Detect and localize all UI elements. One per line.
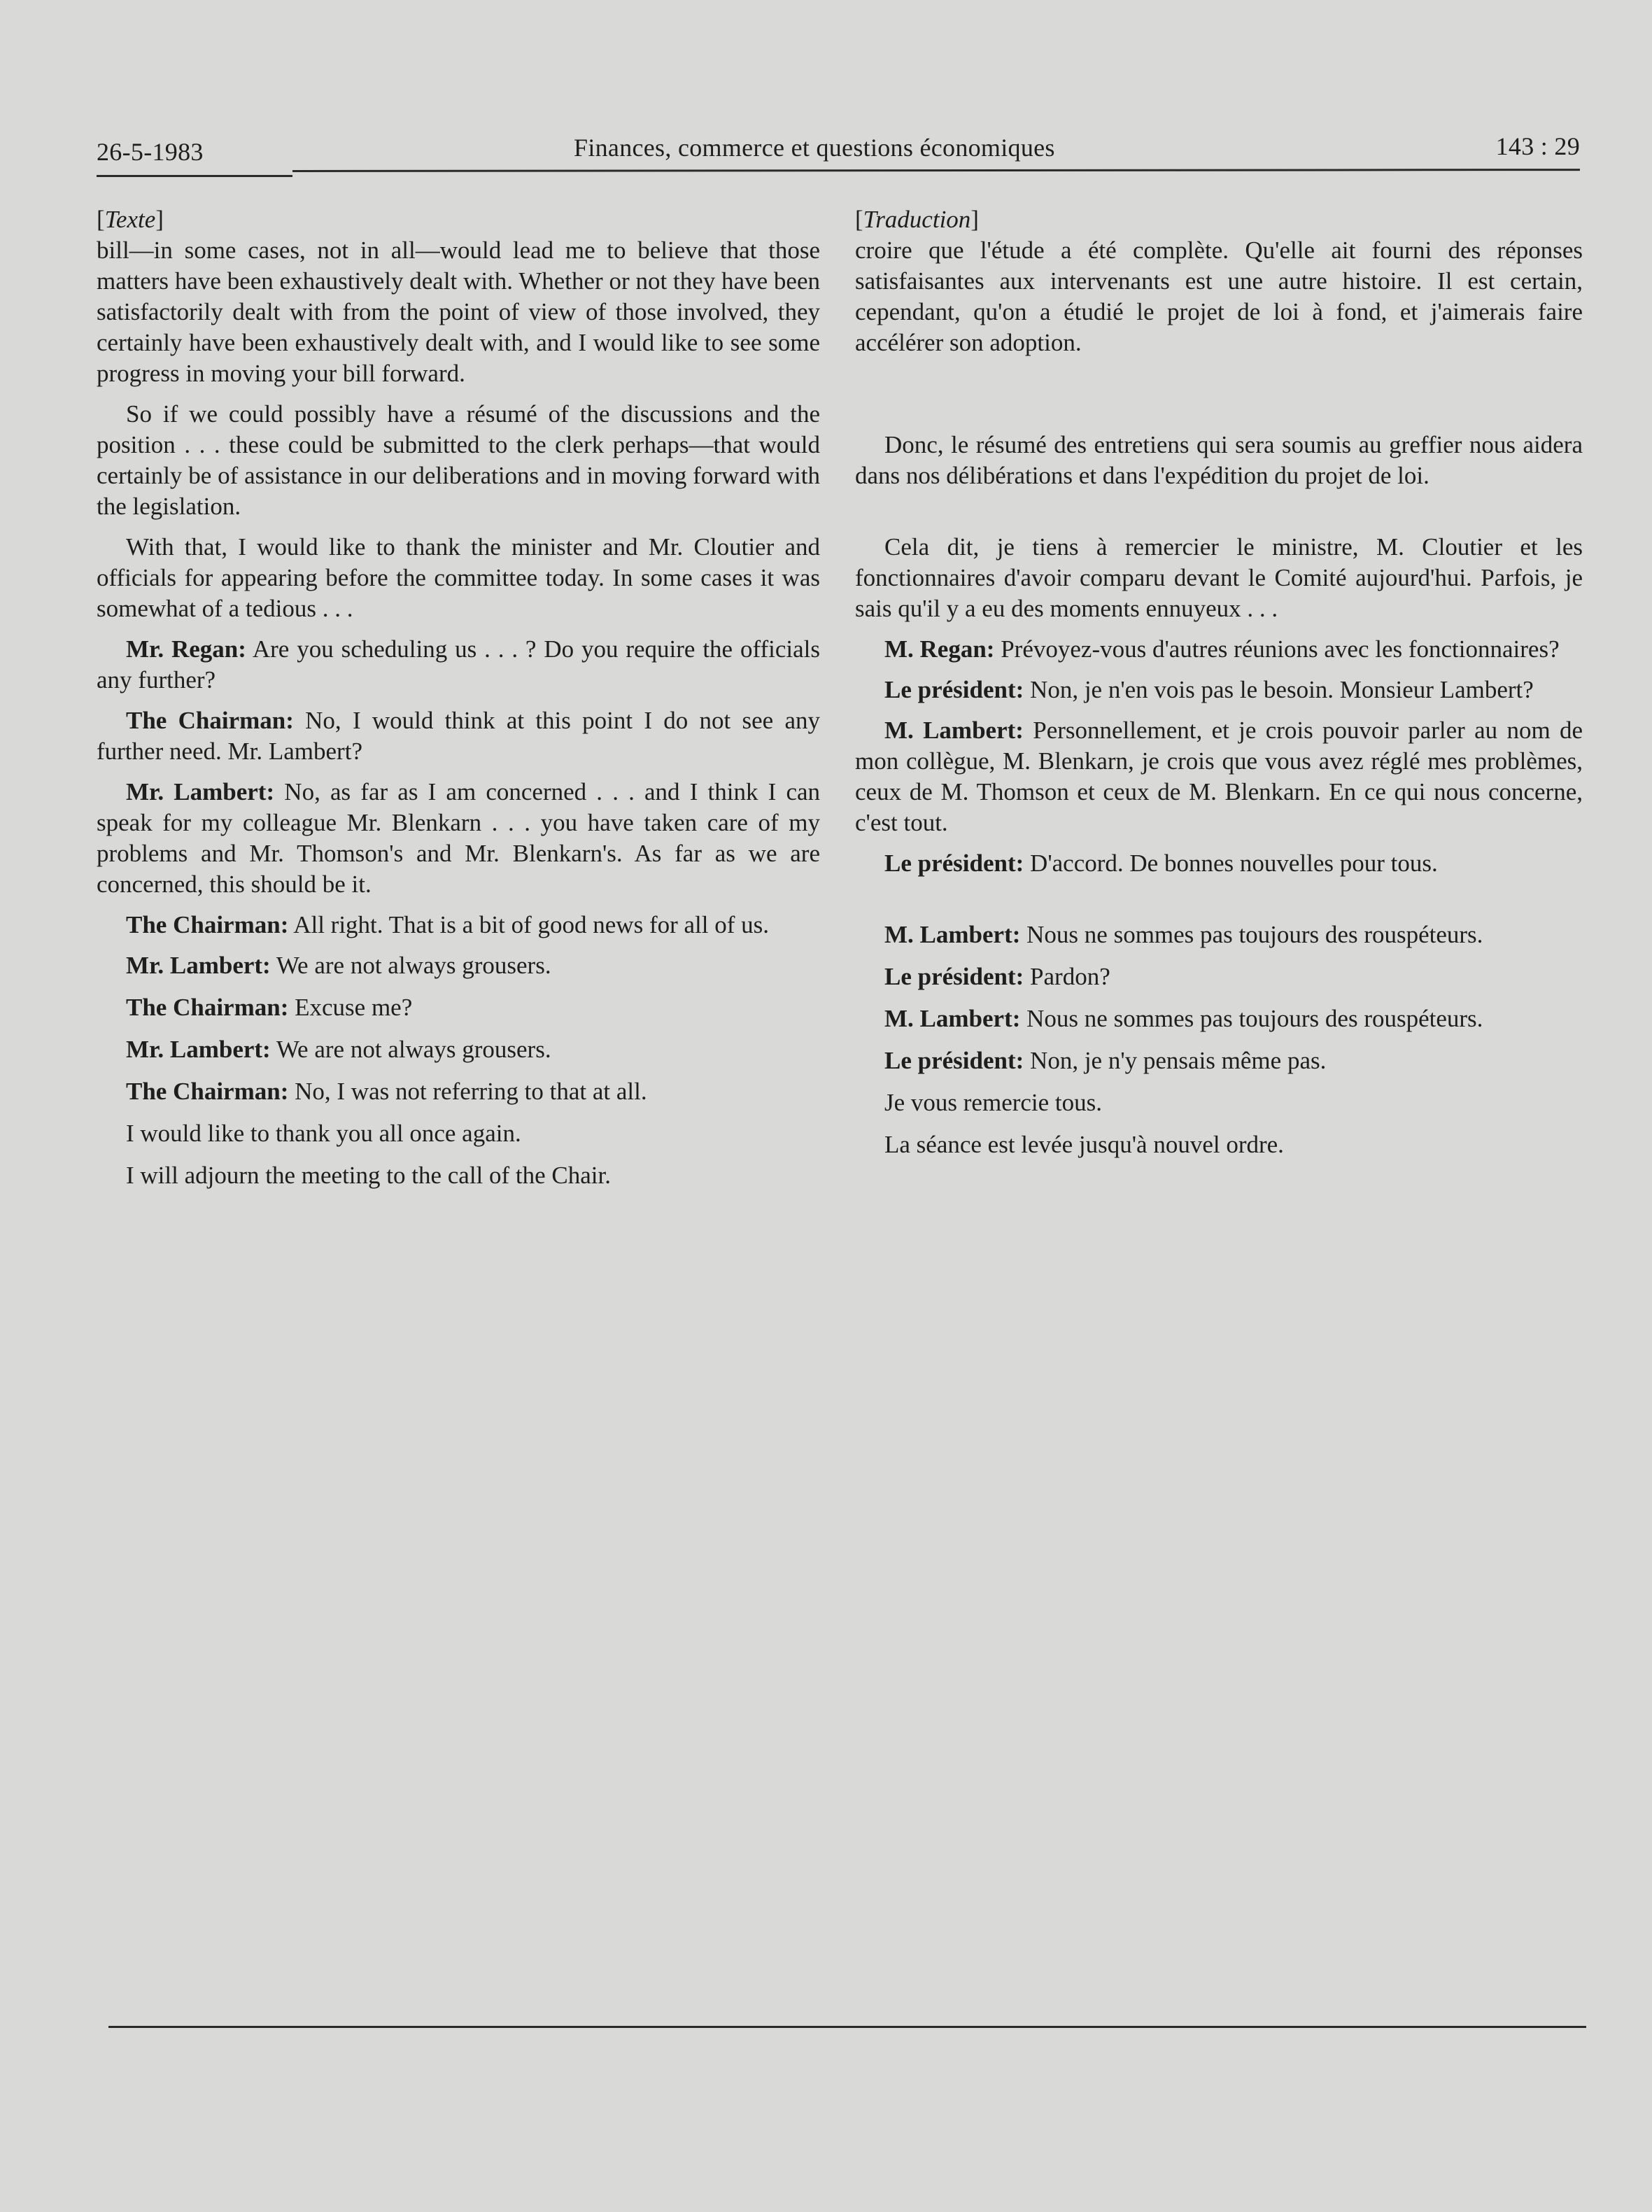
fr-para-11: Le président: Non, je n'y pensais même pas. [884,1047,1327,1074]
en-para-1: bill—in some cases, not in all—would lead me to believe that those matters have been exhaustively dealt with. Whether or not they have been satisfactorily dealt with from the point of view of those involved, they certainly have been exhaustively dealt with, and I would like to see some progress in moving your bill forward. [97,237,820,387]
fr-para-3: Cela dit, je tiens à remercier le ministre, M. Cloutier et les fonctionnaires d'avoir comparu devant le Comité aujourd'hui. Parfois, je sais qu'il y a eu des moments ennuyeux . . . [855,533,1583,622]
en-para-7: The Chairman: All right. That is a bit of good news for all of us. [126,911,770,938]
fr-para-8: M. Lambert: Nous ne sommes pas toujours des rouspéteurs. [884,921,1483,948]
fr-para-5: Le président: Non, je n'en vois pas le besoin. Monsieur Lambert? [884,676,1534,703]
fr-para-2: Donc, le résumé des entretiens qui sera soumis au greffier nous aidera dans nos délibérations et dans l'expédition du projet de loi. [855,431,1583,489]
footer-rule [108,2026,1586,2028]
fr-para-6: M. Lambert: Personnellement, et je crois pouvoir parler au nom de mon collègue, M. Blenkarn, je crois que vous avez réglé mes problèmes, ceux de M. Thomson et ceux de M. Blenkarn. En ce qui nous concerne, c'est tout. [855,717,1583,836]
running-header [97,129,1580,171]
en-para-4: Mr. Regan: Are you scheduling us . . . ? Do you require the officials any further? [97,635,820,693]
fr-para-13: La séance est levée jusqu'à nouvel ordre. [884,1131,1284,1158]
fr-para-1: croire que l'étude a été complète. Qu'elle ait fourni des réponses satisfaisantes aux intervenants est une autre histoire. Il est certain, cependant, qu'on a étudié le projet de loi à fond, et j'aimerais faire accélérer son adoption. [855,237,1583,356]
fr-para-12: Je vous remercie tous. [884,1089,1103,1116]
en-para-5: The Chairman: No, I would think at this point I do not see any further need. Mr. Lambert? [97,707,821,765]
header-rule-right [292,169,1580,172]
en-para-9: The Chairman: Excuse me? [126,994,413,1021]
en-para-11: The Chairman: No, I was not referring to that at all. [126,1078,647,1105]
en-para-6: Mr. Lambert: No, as far as I am concerned . . . and I think I can speak for my colleague Mr. Blenkarn . . . you have taken care of my problems and Mr. Thomson's and Mr. Blenkarn's. As far as we are concerned, this should be it. [97,778,821,898]
english-label: [Texte] [97,206,164,233]
header-rule-left [97,175,292,177]
header-date: 26-5-1983 [97,138,204,166]
fr-para-10: M. Lambert: Nous ne sommes pas toujours des rouspéteurs. [884,1005,1483,1032]
en-para-10: Mr. Lambert: We are not always grousers. [126,1036,551,1063]
english-column [97,204,820,1202]
en-para-12: I would like to thank you all once again. [126,1120,521,1147]
fr-para-9: Le président: Pardon? [884,963,1110,990]
header-page-number: 143 : 29 [1495,132,1580,160]
en-para-8: Mr. Lambert: We are not always grousers. [126,952,551,979]
en-para-3: With that, I would like to thank the minister and Mr. Cloutier and officials for appearing before the committee today. In some cases it was somewhat of a tedious . . . [97,533,820,622]
french-column [855,204,1583,1171]
french-label: [Traduction] [855,206,979,233]
en-para-2: So if we could possibly have a résumé of the discussions and the position . . . these could be submitted to the clerk perhaps—that would certainly be of assistance in our deliberations and in moving forward with the legislation. [97,400,820,520]
fr-para-7: Le président: D'accord. De bonnes nouvelles pour tous. [884,850,1438,877]
header-title: Finances, commerce et questions économiques [574,134,1055,162]
fr-para-4: M. Regan: Prévoyez-vous d'autres réunions avec les fonctionnaires? [884,635,1560,663]
en-para-13: I will adjourn the meeting to the call of the Chair. [126,1162,612,1189]
